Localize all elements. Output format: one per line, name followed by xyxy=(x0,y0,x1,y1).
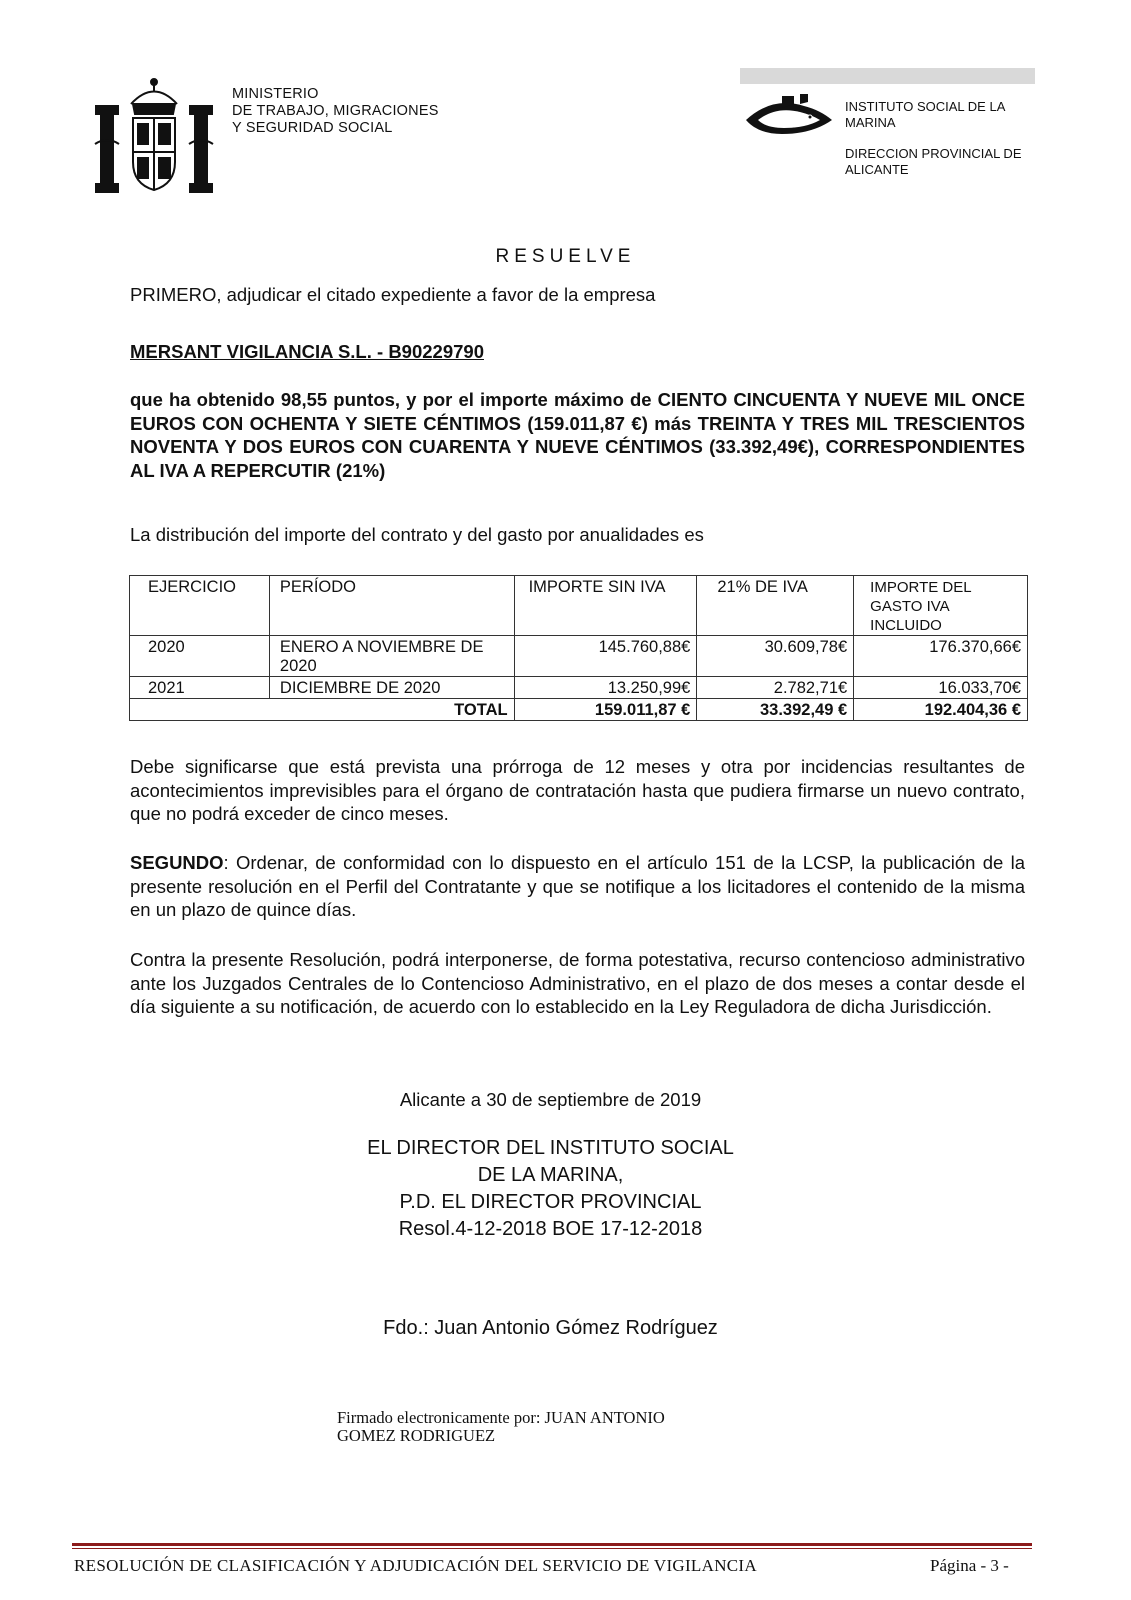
total-label: TOTAL xyxy=(130,699,515,721)
table-cell: 2.782,71€ xyxy=(697,677,854,699)
table-cell: 2020 xyxy=(130,636,270,677)
table-cell: 16.033,70€ xyxy=(854,677,1028,699)
table-row xyxy=(130,677,1028,699)
table-cell: 176.370,66€ xyxy=(854,636,1028,677)
award-paragraph: que ha obtenido 98,55 puntos, y por el importe máximo de CIENTO CINCUENTA Y NUEVE MIL ONCE EUROS CON OCHENTA Y SIETE CÉNTIMOS (159.011,87 €) más TREINTA Y TRES MIL TRESCIENTOS NOVENTA Y DOS EUROS CON CUARENTA Y NUEVE CÉNTIMOS (33.392,49€), CORRESPONDIENTES AL IVA A REPERCUTIR (21%) xyxy=(130,389,1025,481)
signatory-block xyxy=(0,1135,1116,1243)
signatory-line: EL DIRECTOR DEL INSTITUTO SOCIAL xyxy=(367,1137,734,1159)
segundo-label: SEGUNDO xyxy=(130,852,224,873)
signatory-line: Resol.4-12-2018 BOE 17-12-2018 xyxy=(398,1218,703,1240)
header-cell: PERÍODO xyxy=(269,576,514,636)
header-gray-bar xyxy=(740,68,1035,84)
table-total-row xyxy=(130,699,1028,721)
extension-paragraph: Debe significarse que está prevista una prórroga de 12 meses y otra por incidencias resultantes de acontecimientos imprevisibles para el órgano de contratación hasta que pudiera firmarse un nuevo contrato, que no podrá exceder de cinco meses. xyxy=(130,756,1025,824)
footer-divider-thin xyxy=(72,1548,1032,1549)
total-importe: 159.011,87 € xyxy=(514,699,697,721)
direction-line: ALICANTE xyxy=(845,162,909,177)
institute-line: INSTITUTO SOCIAL DE LA xyxy=(845,99,1006,114)
direction-line: DIRECCION PROVINCIAL DE xyxy=(845,146,1022,161)
primero-paragraph xyxy=(130,283,655,307)
table-header-row xyxy=(130,576,1028,636)
ministry-line: MINISTERIO xyxy=(232,86,319,102)
ministry-name xyxy=(232,86,439,137)
primero-label: PRIMERO xyxy=(130,284,217,305)
signed-by: Fdo.: Juan Antonio Gómez Rodríguez xyxy=(383,1317,718,1339)
primero-text: , adjudicar el citado expediente a favor de la empresa xyxy=(216,284,656,305)
institute-name xyxy=(845,99,1005,131)
awarded-company: MERSANT VIGILANCIA S.L. - B90229790 xyxy=(130,341,484,362)
table-cell: ENERO A NOVIEMBRE DE 2020 xyxy=(269,636,514,677)
table-cell: 2021 xyxy=(130,677,270,699)
ministry-line: Y SEGURIDAD SOCIAL xyxy=(232,120,393,136)
table-cell: 13.250,99€ xyxy=(514,677,697,699)
provincial-direction xyxy=(845,146,1022,178)
ism-logo xyxy=(742,92,837,140)
electronic-signature-line: GOMEZ RODRIGUEZ xyxy=(337,1426,496,1445)
footer-document-title: RESOLUCIÓN DE CLASIFICACIÓN Y ADJUDICACIÓN DEL SERVICIO DE VIGILANCIA xyxy=(74,1556,757,1575)
resolution-title: RESUELVE xyxy=(495,246,636,267)
segundo-text: : Ordenar, de conformidad con lo dispuesto en el artículo 151 de la LCSP, la publicación de la presente resolución en el Perfil del Contratante y que se notifique a los licitadores el contenido de la misma en un plazo de quince días. xyxy=(130,852,1025,920)
segundo-paragraph xyxy=(130,851,1025,922)
annual-distribution-table xyxy=(129,575,1028,721)
signatory-line: P.D. EL DIRECTOR PROVINCIAL xyxy=(399,1191,702,1213)
table-row xyxy=(130,636,1028,677)
header-cell: 21% DE IVA xyxy=(697,576,854,636)
electronic-signature-note xyxy=(337,1409,665,1445)
ministry-line: DE TRABAJO, MIGRACIONES xyxy=(232,103,439,119)
table-cell: DICIEMBRE DE 2020 xyxy=(269,677,514,699)
coat-of-arms-logo xyxy=(93,74,215,196)
distribution-intro: La distribución del importe del contrato y del gasto por anualidades es xyxy=(130,524,704,545)
total-gasto: 192.404,36 € xyxy=(854,699,1028,721)
footer-page-number: Página - 3 - xyxy=(930,1556,1009,1575)
table-cell: 30.609,78€ xyxy=(697,636,854,677)
total-iva: 33.392,49 € xyxy=(697,699,854,721)
header-cell: IMPORTE DEL GASTO IVA INCLUIDO xyxy=(854,576,1028,636)
appeal-paragraph: Contra la presente Resolución, podrá interponerse, de forma potestativa, recurso contencioso administrativo ante los Juzgados Centrales de lo Contencioso Administrativo, en el plazo de dos meses a contar desde el día siguiente a su notificación, de acuerdo con lo establecido en la Ley Reguladora de dicha Jurisdicción. xyxy=(130,949,1025,1017)
electronic-signature-line: Firmado electronicamente por: JUAN ANTONIO xyxy=(337,1408,665,1427)
header-cell: IMPORTE SIN IVA xyxy=(514,576,697,636)
footer-divider xyxy=(72,1543,1032,1546)
place-date: Alicante a 30 de septiembre de 2019 xyxy=(399,1089,702,1110)
signatory-line: DE LA MARINA, xyxy=(477,1164,624,1186)
table-cell: 145.760,88€ xyxy=(514,636,697,677)
header-cell: EJERCICIO xyxy=(130,576,270,636)
institute-line: MARINA xyxy=(845,115,896,130)
